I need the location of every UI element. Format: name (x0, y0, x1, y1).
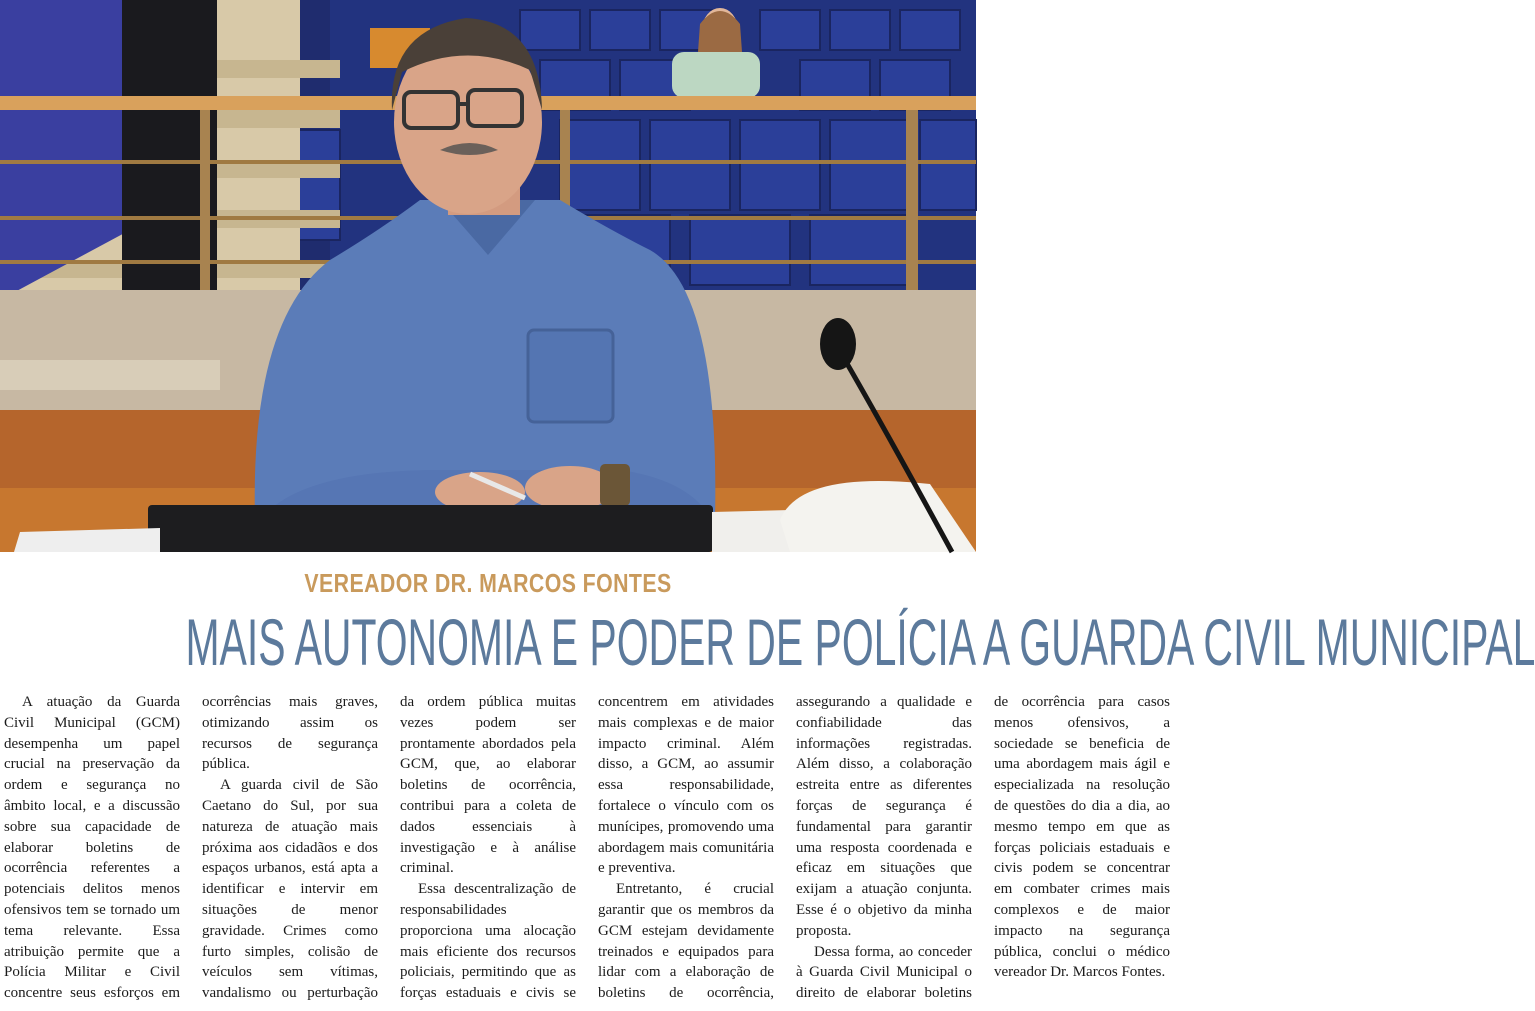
article-paragraph: Dessa forma, ao conceder à Guarda Civil Municipal o direito de elaborar boletins de ocorrência para casos menos ofensivos, a sociedade se beneficia de uma abordagem mais ágil e especializada na resolução de questões do dia a dia, ao mesmo tempo em que as forças policiais estaduais e civis podem se concentrar em combater crimes mais complexos e de maior impacto na segurança pública, conclui o médico vereador Dr. Marcos Fontes. (796, 694, 1170, 1002)
kicker: VEREADOR DR. MARCOS FONTES (304, 568, 672, 598)
headline: MAIS AUTONOMIA E PODER DE POLÍCIA A GUARDA CIVIL MUNICIPAL (185, 605, 1535, 679)
article-body (4, 692, 1170, 1007)
portrait-photo (0, 0, 976, 552)
article-paragraph: A atuação da Guarda Civil Municipal (GCM) desempenha um papel crucial na preservação da ordem e segurança no âmbito local, e a discussão sobre sua capacidade de elaborar boletins de ocorrência referentes a potenciais delitos menos ofensivos tem se tornado um tema relevante. Essa atribuição permite que a Polícia Militar e Civil concentre seus esforços em ocorrências mais graves, otimizando assim os recursos de segurança pública. (4, 694, 378, 1002)
article-paragraph: Entretanto, é crucial garantir que os membros da GCM estejam devidamente treinados e equipados para lidar com a elaboração de boletins de ocorrência, assegurando a qualidade e confiabilidade das informações registradas. Além disso, a colaboração estreita entre as diferentes forças de segurança é fundamental para garantir uma resposta coordenada e eficaz em situações que exijam a atuação conjunta. Esse é o objetivo da minha proposta. (598, 694, 972, 1002)
article-paragraph: Essa descentralização de responsabilidades proporciona uma alocação mais eficiente dos recursos policiais, permitindo que as forças estaduais e civis se concentrem em atividades mais complexas e de maior impacto criminal. Além disso, a GCM, ao assumir essa responsabilidade, fortalece o vínculo com os munícipes, promovendo uma abordagem mais comunitária e preventiva. (400, 694, 774, 1002)
article-paragraph: A guarda civil de São Caetano do Sul, por sua natureza de atuação mais próxima aos cidadãos e dos espaços urbanos, está apta a identificar e intervir em situações de menor gravidade. Crimes como furto simples, colisão de veículos sem vítimas, vandalismo ou perturbação da ordem pública muitas vezes podem ser prontamente abordados pela GCM, que, ao elaborar boletins de ocorrência, contribui para a coleta de dados essenciais à investigação e à análise criminal. (202, 694, 576, 1002)
